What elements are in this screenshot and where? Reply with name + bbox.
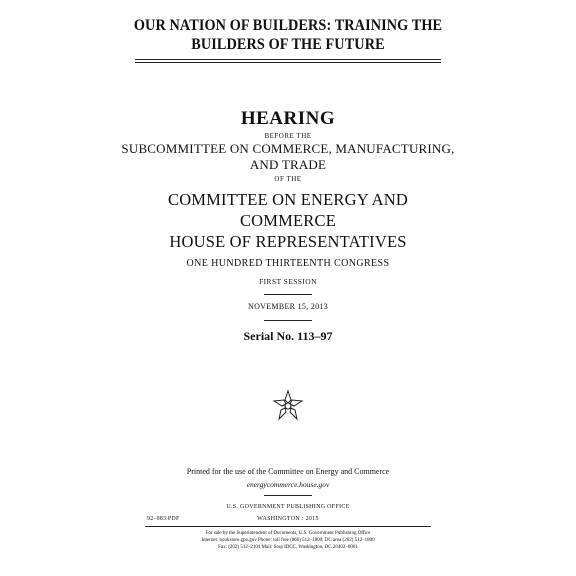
committee-line-1: COMMITTEE ON ENERGY AND: [167, 190, 408, 209]
sale-info-line-3: Fax: (202) 512–2104 Mail: Stop IDCC, Washington, DC 20402–0001: [218, 545, 358, 550]
title-rule-top: [135, 59, 441, 60]
hearing-heading: HEARING: [240, 108, 336, 129]
serial-number: Serial No. 113–97: [243, 329, 333, 343]
house-of-representatives: HOUSE OF REPRESENTATIVES: [169, 232, 407, 251]
document-title-line-1: OUR NATION OF BUILDERS: TRAINING THE: [133, 17, 443, 34]
subcommittee-line-2: AND TRADE: [249, 157, 327, 172]
hearing-date: NOVEMBER 15, 2013: [248, 302, 328, 311]
website-rule: [264, 495, 312, 496]
congress-label: ONE HUNDRED THIRTEENTH CONGRESS: [186, 258, 390, 269]
printed-for-note: Printed for the use of the Committee on Energy and Commerce: [186, 467, 390, 476]
document-title-line-2: BUILDERS OF THE FUTURE: [191, 36, 385, 53]
emblem-icon: [270, 388, 306, 424]
title-rule-bottom: [135, 62, 441, 63]
session-rule: [264, 294, 312, 295]
sale-info-line-2: Internet: bookstore.gpo.gov Phone: toll free (866) 512–1800; DC area (202) 512–1800: [201, 538, 375, 543]
document-code: 92–983 PDF: [147, 516, 180, 522]
sale-info-line-1: For sale by the Superintendent of Documents, U.S. Government Publishing Office: [205, 531, 371, 536]
sale-info-rule: [145, 526, 431, 527]
date-rule: [264, 320, 312, 321]
publication-place-year: WASHINGTON : 2015: [257, 516, 319, 522]
subcommittee-line-1: SUBCOMMITTEE ON COMMERCE, MANUFACTURING,: [121, 141, 455, 156]
before-the-label: BEFORE THE: [264, 132, 312, 140]
publishing-office: U.S. GOVERNMENT PUBLISHING OFFICE: [226, 504, 350, 510]
session-label: FIRST SESSION: [259, 277, 317, 286]
committee-website: energycommerce.house.gov: [246, 480, 330, 489]
committee-line-2: COMMERCE: [239, 211, 337, 230]
of-the-label: OF THE: [274, 175, 302, 183]
